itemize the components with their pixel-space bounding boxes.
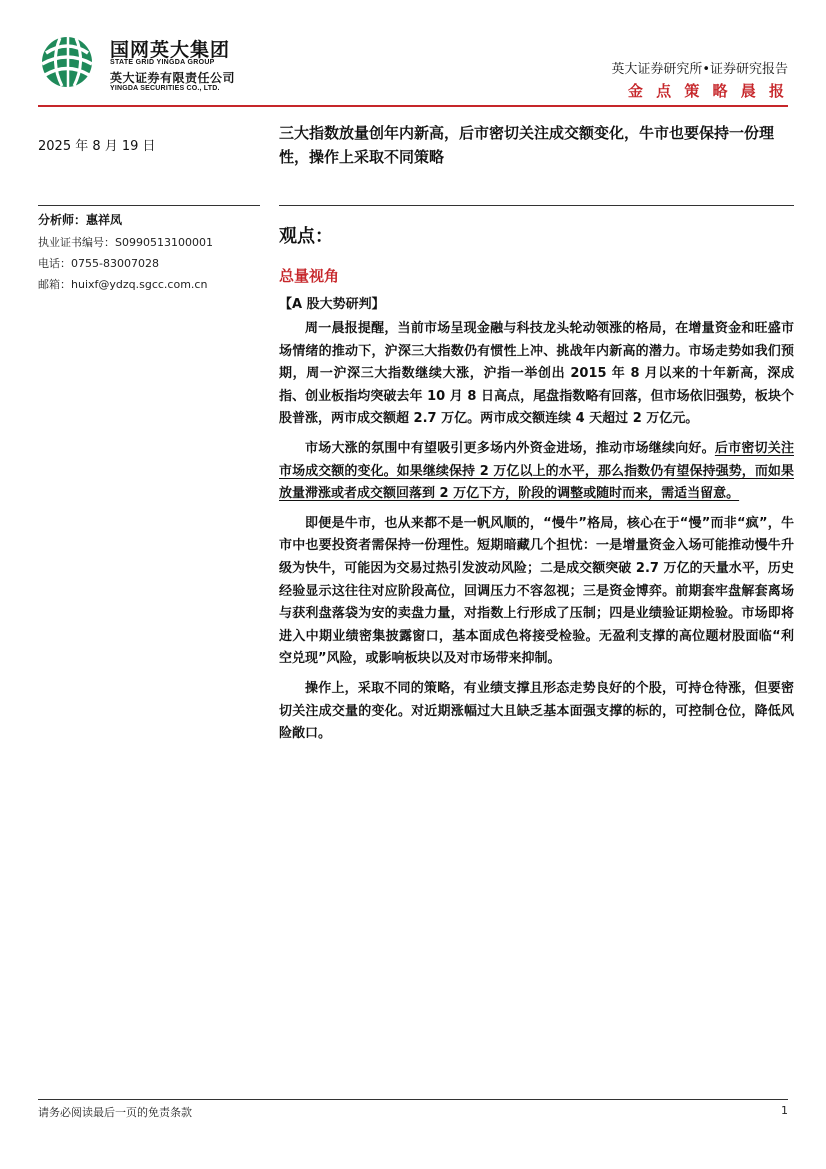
- paragraph-2-underlined: 后市密切关注市场成交额的变化。如果继续保持 2 万亿以上的水平，那么指数仍有望保持强势，而如果放量滞涨或者成交额回落到 2 万亿下方，阶段的调整或随时而来，需适当留意。: [279, 440, 794, 502]
- institute-label: 英大证券研究所•证券研究报告: [611, 62, 788, 77]
- company-name-cn: 国网英大集团: [110, 39, 231, 61]
- securities-name-cn: 英大证券有限责任公司: [110, 71, 236, 85]
- report-date: 2025 年 8 月 19 日: [38, 139, 156, 154]
- securities-name-en: YINGDA SECURITIES CO., LTD.: [110, 85, 220, 92]
- globe-logo-icon: [38, 33, 100, 91]
- section-heading: 总量视角: [279, 267, 340, 285]
- company-logo: [38, 33, 278, 93]
- article-body: [279, 318, 794, 746]
- analyst-name: 分析师：惠祥凤: [38, 213, 123, 227]
- paragraph-1: 周一晨报提醒，当前市场呈现金融与科技龙头轮动领涨的格局，在增量资金和旺盛市场情绪的推动下，沪深三大指数仍有惯性上冲、挑战年内新高的潜力。市场走势如我们预期，周一沪深三大指数继续大涨，沪指一举创出 2015 年 8 月以来的十年新高，深成指、创业板指均突破去年 10 月 8 日高点，尾盘指数略有回落，但市场依旧强势，板块个股普涨，两市成交额超 2.7 万亿。两市成交额连续 4 天超过 2 万亿元。: [279, 321, 794, 427]
- paragraph-2-lead: 市场大涨的氛围中有望吸引更多场内外资金进场，推动市场继续向好。: [305, 440, 715, 456]
- page-number: 1: [781, 1104, 788, 1117]
- section-tag: 【A 股大势研判】: [279, 297, 385, 312]
- title-divider: [279, 205, 794, 206]
- analyst-phone: 电话：0755-83007028: [38, 257, 159, 270]
- analyst-cert: 执业证书编号：S0990513100001: [38, 236, 213, 249]
- disclaimer-note: 请务必阅读最后一页的免责条款: [38, 1106, 192, 1119]
- footer-divider: [38, 1099, 788, 1100]
- header-divider: [38, 105, 788, 107]
- paragraph-2: [279, 438, 794, 506]
- analyst-email: 邮箱：huixf@ydzq.sgcc.com.cn: [38, 278, 208, 291]
- paragraph-4: 操作上，采取不同的策略，有业绩支撑且形态走势良好的个股，可持仓待涨，但要密切关注成交量的变化。对近期涨幅过大且缺乏基本面强支撑的标的，可控制仓位，降低风险敞口。: [279, 680, 794, 742]
- left-divider: [38, 205, 260, 206]
- paragraph-3: 即便是牛市，也从来都不是一帆风顺的，“慢牛”格局，核心在于“慢”而非“疯”，牛市中也要投资者需保持一份理性。短期暗藏几个担忧：一是增量资金入场可能推动慢牛升级为快牛，可能因为交易过热引发波动风险；二是成交额突破 2.7 万亿的天量水平，历史经验显示这往往对应阶段高位，回调压力不容忽视；三是资金博弈。前期套牢盘解套离场与获利盘落袋为安的卖盘力量，对指数上行形成了压制；四是业绩验证期检验。市场即将进入中期业绩密集披露窗口，基本面成色将接受检验。无盈利支撑的高位题材股面临“利空兑现”风险，或影响板块以及对市场带来抑制。: [279, 515, 794, 667]
- report-title: 三大指数放量创年内新高，后市密切关注成交额变化，牛市也要保持一份理性，操作上采取不同策略: [279, 124, 775, 166]
- company-name-en: STATE GRID YINGDA GROUP: [110, 59, 215, 66]
- views-heading: 观点：: [279, 226, 333, 247]
- report-type-label: 金 点 策 略 晨 报: [627, 82, 788, 100]
